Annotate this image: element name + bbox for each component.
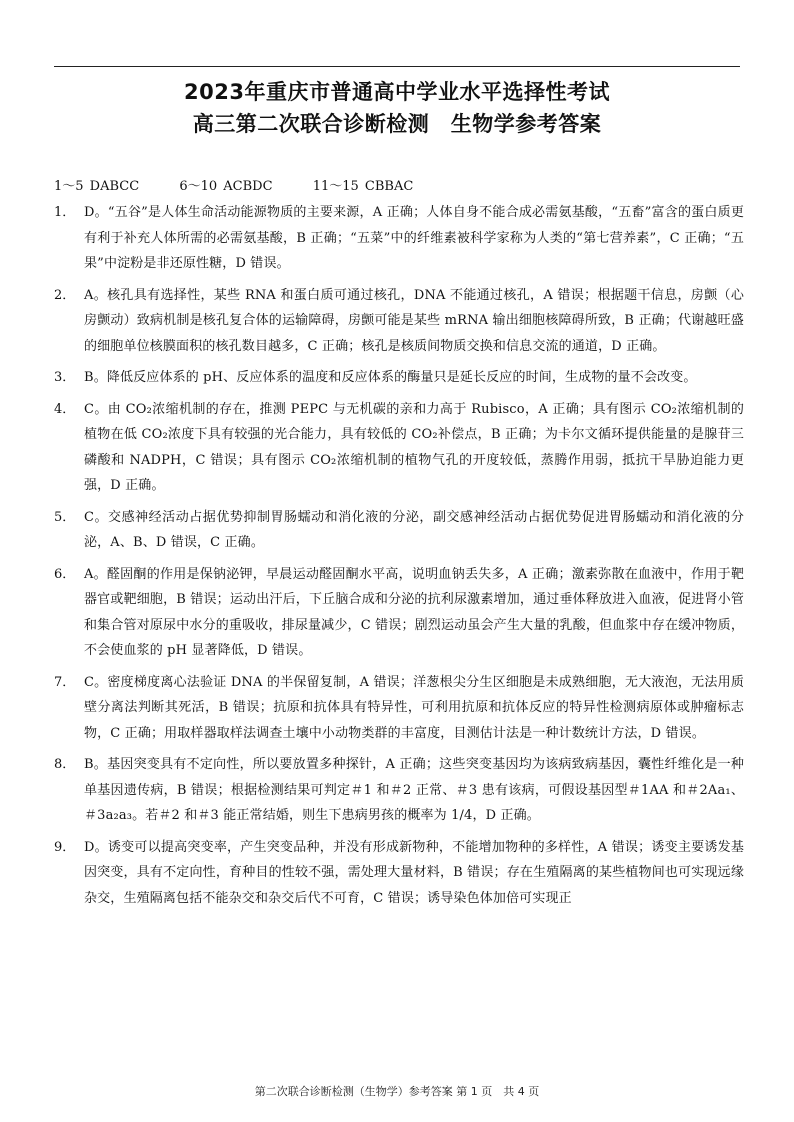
item-text: C。由 CO₂浓缩机制的存在，推测 PEPC 与无机碳的亲和力高于 Rubisco，A 正确；具有图示 CO₂浓缩机制的植物在低 CO₂浓度下具有较强的光合能力，具有较低的 CO₂补偿点，B 正确；为卡尔文循环提供能量的是腺苷三磷酸和 NADPH，C 错误；具有图示 CO₂浓缩机制的植物气孔的开度较低，蒸腾作用弱，抵抗干旱胁迫能力更强，D 正确。 [84,401,744,493]
item-number: 2． [54,287,76,303]
list-item [54,752,744,829]
page-title: 2023年重庆市普通高中学业水平选择性考试 [184,80,610,104]
item-text: D。“五谷”是人体生命活动能源物质的主要来源，A 正确；人体自身不能合成必需氨基酸，“五畜”富含的蛋白质更有利于补充人体所需的必需氨基酸，B 正确；“五菜”中的纤维素被科学家称为人类的“第七营养素”，C 正确；“五果”中淀粉是非还原性糖，D 错误。 [84,205,744,271]
page-subtitle: 高三第二次联合诊断检测 生物学参考答案 [192,112,602,136]
top-rule [54,66,740,67]
answer-group-2: 6～10 ACBDC [179,179,273,194]
page-footer: 第二次联合诊断检测（生物学）参考答案 第 1 页 共 4 页 [254,1085,540,1098]
item-text: C。交感神经活动占据优势抑制胃肠蠕动和消化液的分泌，副交感神经活动占据优势促进胃肠蠕动和消化液的分泌，A、B、D 错误，C 正确。 [84,509,744,550]
item-number: 3． [54,370,76,385]
answer-group-1: 1～5 DABCC [54,179,140,194]
item-number: 6． [54,566,76,582]
item-text: A。醛固酮的作用是保钠泌钾，早晨运动醛固酮水平高，说明血钠丢失多，A 正确；激素弥散在血液中，作用于靶器官或靶细胞，B 错误；运动出汗后，下丘脑合成和分泌的抗利尿激素增加，通过垂体释放进入血液，促进肾小管和集合管对原尿中水分的重吸收，排尿量减少，C 错误；剧烈运动虽会产生大量的乳酸，但血浆中存在缓冲物质，不会使血浆的 pH 显著降低，D 错误。 [84,566,744,658]
list-item [54,200,744,277]
answer-key [54,175,447,194]
item-number: 8． [54,757,76,772]
item-number: 4． [54,401,76,417]
item-number: 7． [54,674,76,690]
item-text: A。核孔具有选择性，某些 RNA 和蛋白质可通过核孔，DNA 不能通过核孔，A 错误；根据题干信息，房颤（心房颤动）致病机制是核孔复合体的运输障碍，房颤可能是某些 mRNA 输出细胞核障碍所致，B 正确；代谢越旺盛的细胞单位核膜面积的核孔数目越多，C 正确；核孔是核质间物质交换和信息交流的通道，D 正确。 [84,287,744,354]
list-item [54,365,744,391]
list-item [54,670,744,747]
item-text: B。基因突变具有不定向性，所以要放置多种探针，A 正确；这些突变基因均为该病致病基因，囊性纤维化是一种单基因遗传病，B 错误；根据检测结果可判定＃1 和＃2 正常、＃3 患有该病，可假设基因型＃1AA 和＃2Aa₁、＃3a₂a₃。若＃2 和＃3 能正常结婚，则生下患病男孩的概率为 1/4，D 正确。 [84,757,744,823]
answer-group-3: 11～15 CBBAC [312,179,414,194]
item-number: 9． [54,839,76,855]
list-item [54,283,744,360]
list-item [54,397,744,499]
item-text: C。密度梯度离心法验证 DNA 的半保留复制，A 错误；洋葱根尖分生区细胞是未成熟细胞，无大液泡，无法用质壁分离法判断其死活，B 错误；抗原和抗体具有特异性，可利用抗原和抗体反应的特异性检测病原体或肿瘤标志物，C 正确；用取样器取样法调查土壤中小动物类群的丰富度，目测估计法是一种计数统计方法，D 错误。 [84,674,744,741]
list-item [54,562,744,664]
item-number: 1． [54,205,76,220]
item-text: B。降低反应体系的 pH、反应体系的温度和反应体系的酶量只是延长反应的时间，生成物的量不会改变。 [84,370,697,385]
list-item [54,835,744,912]
item-text: D。诱变可以提高突变率，产生突变品种，并没有形成新物种，不能增加物种的多样性，A 错误；诱变主要诱发基因突变，具有不定向性，育种目的性较不强，需处理大量材料，B 错误；存在生殖隔离的某些植物间也可实现远缘杂交，生殖隔离包括不能杂交和杂交后代不可育，C 错误；诱导染色体加倍可实现正 [84,839,744,906]
list-item [54,505,744,556]
explanation-list [54,200,744,917]
item-number: 5． [54,509,76,525]
